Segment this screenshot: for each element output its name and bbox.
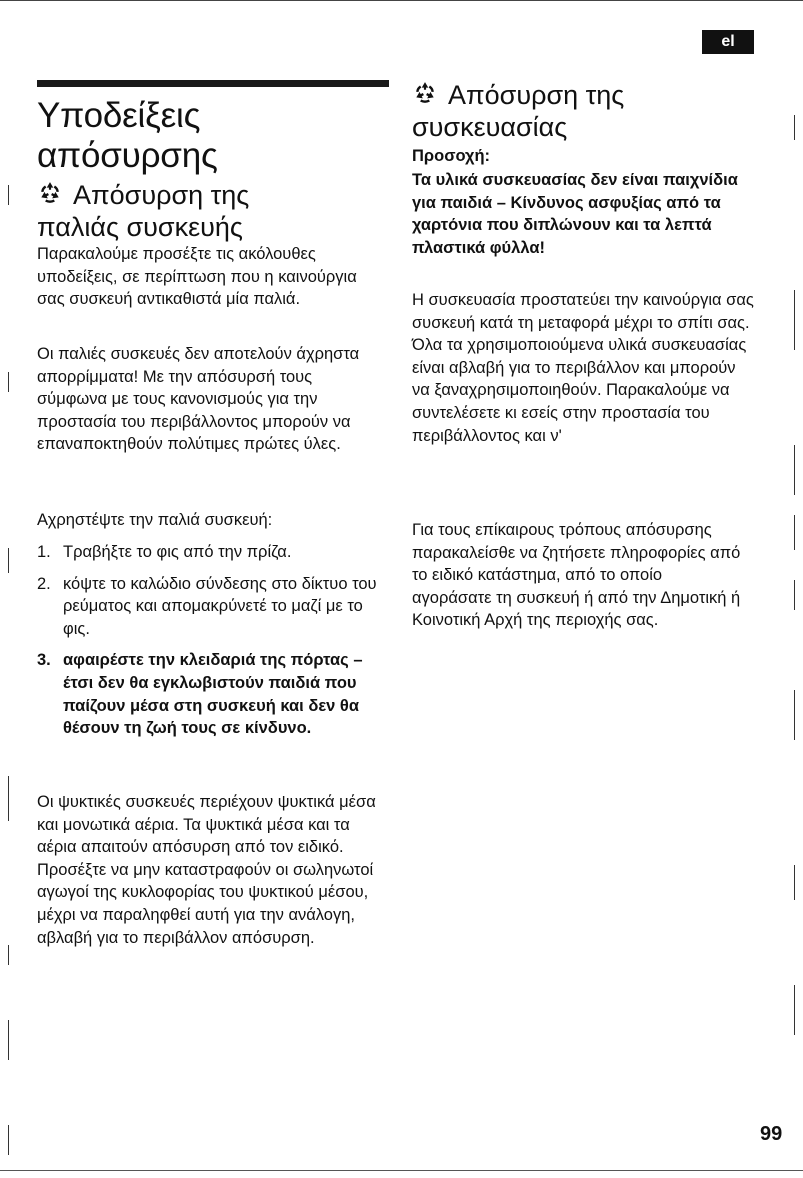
old-appliance-title-line1: Απόσυρση της — [73, 180, 250, 210]
margin-mark — [794, 115, 795, 140]
step-2-number: 2. — [37, 574, 51, 593]
margin-mark — [8, 548, 9, 573]
margin-mark — [794, 445, 795, 495]
recycle-icon — [412, 80, 438, 106]
header-rule — [37, 80, 389, 87]
page-title-line2: απόσυρσης — [37, 136, 218, 175]
page-title-line1: Υποδείξεις — [37, 96, 201, 135]
step-2 — [37, 573, 382, 641]
language-tab — [702, 30, 754, 54]
old-appliance-title — [37, 179, 249, 243]
margin-mark — [794, 985, 795, 1035]
packaging-paragraph: Η συσκευασία προστατεύει την καινούργια σας συσκευή κατά τη μεταφορά μέχρι το σπίτι σας. Όλα τα χρησιμοποιούμενα υλικά συσκευασίας είναι αβλαβή για το περιβάλλον και μπορούν να ξαναχρησιμοποιηθούν. Παρακαλούμε να συντελέσετε κι εσείς στην προστασία του περιβάλλοντος και ν' — [412, 291, 754, 445]
page-top-border — [0, 0, 803, 1]
step-2-text: κόψτε το καλώδιο σύνδεσης στο δίκτυο του ρεύματος και απομακρύνετέ το μαζί με το φις. — [63, 574, 377, 638]
step-3-text: αφαιρέστε την κλειδαριά της πόρτας – έτσι δεν θα εγκλωβιστούν παιδιά που παίζουν μέσα στη συσκευή και δεν θα θέσουν τη ζωή τους σε κίνδυνο. — [63, 651, 363, 738]
margin-mark — [8, 1125, 9, 1155]
packaging-title-line2: συσκευασίας — [412, 112, 568, 142]
disposal-info-paragraph: Για τους επίκαιρους τρόπους απόσυρσης παρακαλείσθε να ζητήσετε πληροφορίες από το ειδικό κατάστημα, από το οποίο αγοράσατε τη συσκευή ή από την Δημοτική ή Κοινοτική Αρχή της περιοχής σας. — [412, 521, 741, 630]
caution-label: Προσοχή: — [412, 147, 491, 165]
caution-text: Τα υλικά συσκευασίας δεν είναι παιχνίδια για παιδιά – Κίνδυνος ασφυξίας από τα χαρτόνια που διπλώνουν και τα λεπτά πλαστικά φύλλα! — [412, 171, 738, 257]
step-1-number: 1. — [37, 543, 51, 561]
step-3 — [37, 649, 382, 739]
recycle-icon — [37, 180, 63, 206]
page-title — [37, 96, 218, 176]
old-appliance-title-line2: παλιάς συσκευής — [37, 212, 243, 242]
disable-steps-list — [37, 541, 382, 740]
intro-paragraph: Παρακαλούμε προσέξτε τις ακόλουθες υποδείξεις, σε περίπτωση που η καινούργια σας συσκευή αντικαθιστά μία παλιά. — [37, 245, 357, 309]
margin-mark — [8, 945, 9, 965]
packaging-title — [412, 79, 624, 143]
step-1 — [37, 541, 382, 564]
margin-mark — [794, 865, 795, 900]
margin-mark — [794, 290, 795, 350]
margin-mark — [8, 1020, 9, 1060]
step-1-text: Τραβήξτε το φις από την πρίζα. — [63, 543, 292, 561]
page-number: 99 — [760, 1123, 783, 1145]
refrigerant-paragraph: Οι ψυκτικές συσκευές περιέχουν ψυκτικά μέσα και μονωτικά αέρια. Τα ψυκτικά μέσα και τα αέρια απαιτούν απόσυρση από τον ειδικό. Προσέξτε να μην καταστραφούν οι σωληνωτοί αγωγοί της κυκλοφορίας του ψυκτικού μέσου, μέχρι να παραληφθεί αυτή για την ανάλογη, αβλαβή για το περιβάλλον απόσυρση. — [37, 793, 376, 947]
step-3-number: 3. — [37, 651, 51, 670]
margin-mark — [794, 515, 795, 550]
margin-mark — [794, 690, 795, 740]
packaging-title-line1: Απόσυρση της — [448, 80, 625, 110]
margin-mark — [8, 776, 9, 821]
page-bottom-border — [0, 1170, 803, 1171]
language-tab-label: el — [721, 33, 735, 50]
margin-mark — [794, 580, 795, 610]
margin-mark — [8, 185, 9, 205]
old-appliance-paragraph: Οι παλιές συσκευές δεν αποτελούν άχρηστα απορρίμματα! Με την απόσυρσή τους σύμφωνα με τους κανονισμούς για την προστασία του περιβάλλοντος μπορούν να επαναποκτηθούν πολύτιμες πρώτες ύλες. — [37, 345, 360, 454]
disable-instruction: Αχρηστέψτε την παλιά συσκευή: — [37, 511, 273, 529]
margin-mark — [8, 372, 9, 392]
